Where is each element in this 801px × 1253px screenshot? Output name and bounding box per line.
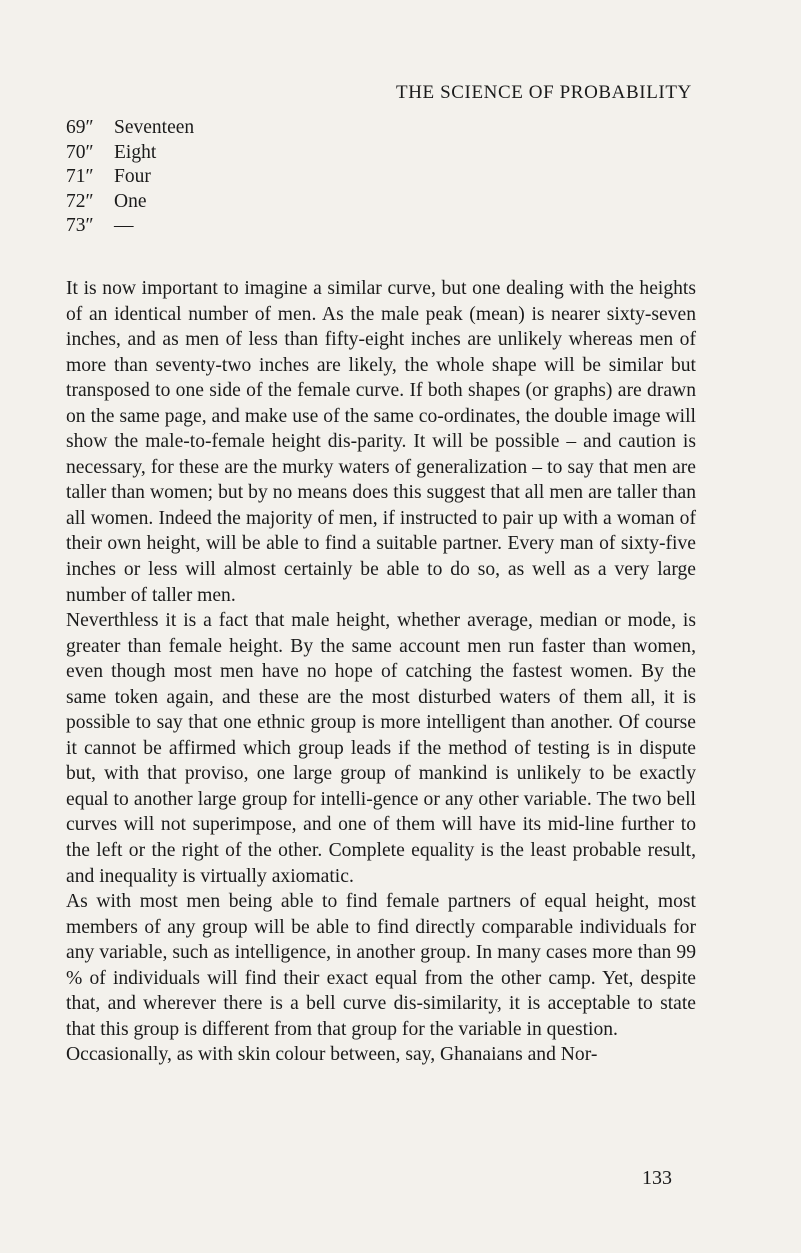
body-text — [66, 276, 696, 1068]
table-row — [66, 116, 386, 141]
count-value: Seventeen — [114, 117, 195, 138]
height-value: 70″ — [66, 141, 94, 163]
height-frequency-table — [66, 116, 386, 239]
paragraph: Occasionally, as with skin colour between, say, Ghanaians and Nor- — [66, 1044, 598, 1066]
count-value: — — [114, 215, 134, 236]
height-value: 71″ — [66, 166, 94, 187]
table-row — [66, 190, 386, 215]
table-row — [66, 214, 386, 239]
height-value: 73″ — [66, 215, 94, 236]
table-row — [66, 165, 386, 190]
count-value: Eight — [114, 141, 157, 163]
paragraph: Neverthless it is a fact that male height, whether average, median or mode, is greater than female height. By the same account men run faster than women, even though most men have no hope of catching the fastest women. By the same token again, and these are the most disturbed waters of them all, it is possible to say that one ethnic group is more intelligent than another. Of course it cannot be affirmed which group leads if the method of testing is in dispute but, with that proviso, one large group of mankind is unlikely to be exactly equal to another large group for intelli-gence or any other variable. The two bell curves will not superimpose, and one of them will have its mid-line further to the left or the right of the other. Complete equality is the least probable result, and inequality is virtually axiomatic. — [66, 610, 696, 887]
running-head: THE SCIENCE OF PROBABILITY — [396, 82, 692, 103]
height-value: 69″ — [66, 117, 94, 138]
paragraph: As with most men being able to find female partners of equal height, most members of any group will be able to find directly comparable individuals for any variable, such as intelligence, in another group. In many cases more than 99 % of individuals will find their exact equal from the other camp. Yet, despite that, and wherever there is a bell curve dis-similarity, it is acceptable to state that this group is different from that group for the variable in question. — [66, 891, 696, 1040]
paragraph: It is now important to imagine a similar curve, but one dealing with the heights of an identical number of men. As the male peak (mean) is nearer sixty-seven inches, and as men of less than fifty-eight inches are unlikely whereas men of more than seventy-two inches are likely, the whole shape will be similar but transposed to one side of the female curve. If both shapes (or graphs) are drawn on the same page, and make use of the same co-ordinates, the double image will show the male-to-female height dis-parity. It will be possible – and caution is necessary, for these are the murky waters of generalization – to say that men are taller than women; but by no means does this suggest that all men are taller than all women. Indeed the majority of men, if instructed to pair up with a woman of their own height, will be able to find a suitable partner. Every man of sixty-five inches or less will almost certainly be able to do so, as well as a very large number of taller men. — [66, 278, 696, 606]
page-number: 133 — [642, 1167, 672, 1189]
height-value: 72″ — [66, 190, 94, 212]
count-value: Four — [114, 166, 151, 187]
table-row — [66, 141, 386, 166]
count-value: One — [114, 190, 147, 212]
